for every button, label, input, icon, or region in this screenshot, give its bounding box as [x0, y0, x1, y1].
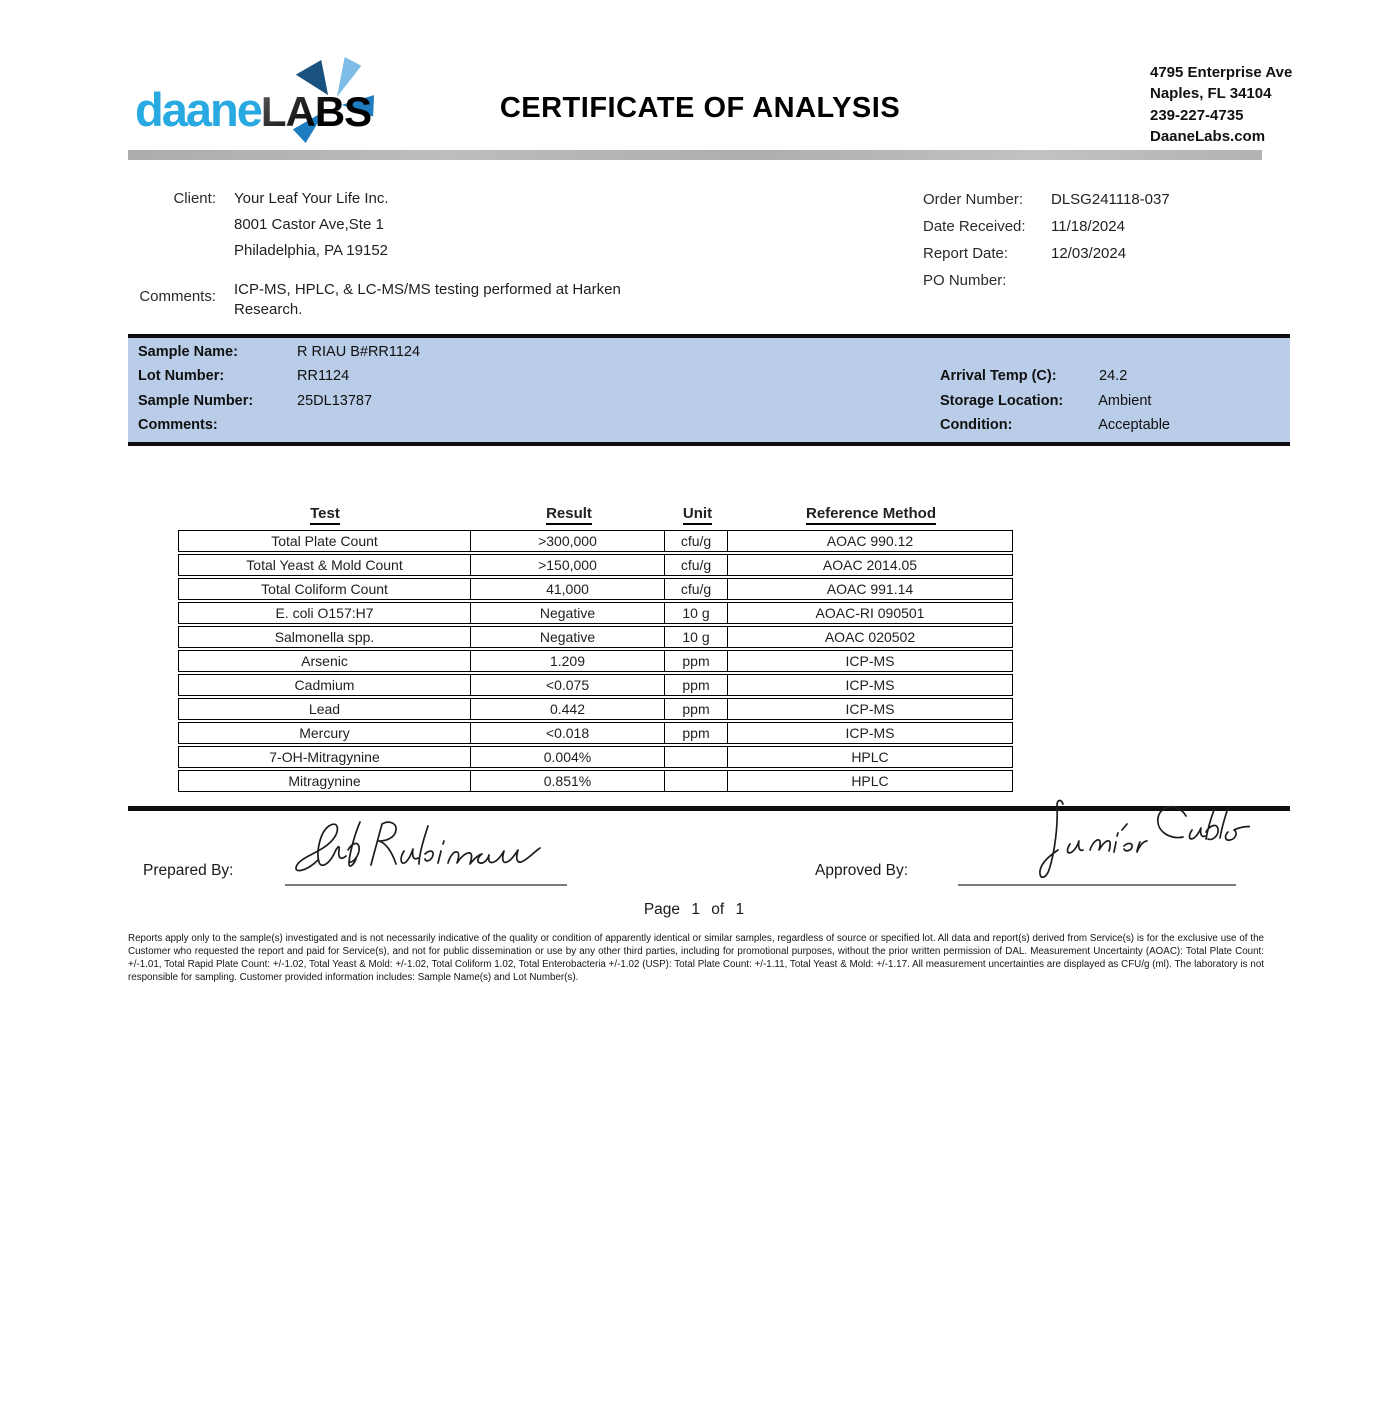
table-cell: ICP-MS [727, 651, 1012, 671]
table-cell: >150,000 [470, 555, 664, 575]
table-cell: E. coli O157:H7 [275, 605, 374, 621]
report-date-label: Report Date: [923, 245, 1009, 262]
client-info-block [128, 186, 664, 320]
order-number-label: Order Number: [923, 191, 1024, 208]
col-header-test: Test [310, 505, 340, 525]
table-cell: Arsenic [301, 653, 348, 669]
table-row [178, 650, 1013, 672]
prepared-by-label: Prepared By: [143, 862, 234, 879]
table-cell: Negative [470, 603, 664, 623]
order-info-block [923, 186, 1271, 294]
report-date-value: 12/03/2024 [1051, 245, 1127, 262]
table-cell: Mercury [299, 725, 350, 741]
approved-by-signature-line [958, 884, 1236, 886]
sample-name-value: R RIAU B#RR1124 [297, 344, 421, 360]
table-row [178, 626, 1013, 648]
results-table [178, 505, 1013, 794]
table-cell: Mitragynine [288, 773, 361, 789]
table-cell: AOAC 2014.05 [727, 555, 1012, 575]
table-cell: 0.442 [470, 699, 664, 719]
po-number-label: PO Number: [923, 272, 1007, 289]
lab-address-block [1150, 62, 1292, 147]
table-cell: Salmonella spp. [274, 629, 375, 645]
order-number-value: DLSG241118-037 [1051, 191, 1170, 208]
table-cell: ppm [664, 651, 727, 671]
table-cell: 0.851% [470, 771, 664, 791]
table-cell: ppm [664, 723, 727, 743]
table-cell: Lead [308, 701, 341, 717]
approved-by-signature-image [1000, 792, 1250, 892]
table-cell: Cadmium [294, 677, 355, 693]
table-cell: Total Plate Count [271, 533, 378, 549]
storage-location-value: Ambient [1098, 393, 1152, 409]
sample-info-box [128, 334, 1290, 446]
page-title: CERTIFICATE OF ANALYSIS [499, 92, 901, 124]
table-row [178, 722, 1013, 744]
table-cell: Negative [470, 627, 664, 647]
client-name: Your Leaf Your Life Inc. [234, 190, 389, 207]
arrival-temp-value: 24.2 [1099, 368, 1128, 384]
table-cell: <0.018 [470, 723, 664, 743]
table-cell: AOAC 991.14 [727, 579, 1012, 599]
table-cell: AOAC 020502 [727, 627, 1012, 647]
client-address-line1: 8001 Castor Ave,Ste 1 [234, 216, 384, 233]
po-number-value [1051, 267, 1271, 294]
comments-label: Comments: [139, 288, 216, 305]
table-cell [664, 771, 727, 791]
table-cell: HPLC [727, 747, 1012, 767]
table-row [178, 602, 1013, 624]
table-cell: ppm [664, 675, 727, 695]
table-cell: Total Yeast & Mold Count [246, 557, 403, 573]
page-number: Page 1 of 1 [643, 901, 745, 918]
approved-by-label: Approved By: [815, 862, 909, 879]
table-cell: 7-OH-Mitragynine [269, 749, 380, 765]
header-divider-bar [128, 150, 1262, 160]
prepared-by-signature-line [285, 884, 567, 886]
lot-number-value: RR1124 [297, 368, 350, 384]
table-cell: 10 g [664, 603, 727, 623]
condition-label: Condition: [940, 417, 1013, 433]
table-row [178, 578, 1013, 600]
arrival-temp-label: Arrival Temp (C): [940, 368, 1057, 384]
table-cell: 41,000 [470, 579, 664, 599]
col-header-result: Result [546, 505, 592, 525]
col-header-reference-method: Reference Method [806, 505, 936, 525]
table-cell: AOAC 990.12 [727, 531, 1012, 551]
table-cell: ICP-MS [727, 675, 1012, 695]
table-cell: Total Coliform Count [261, 581, 388, 597]
table-row [178, 698, 1013, 720]
table-row [178, 530, 1013, 552]
storage-location-label: Storage Location: [940, 393, 1064, 409]
date-received-label: Date Received: [923, 218, 1026, 235]
table-cell: >300,000 [470, 531, 664, 551]
prepared-by-signature-image [288, 810, 568, 888]
results-table-header [178, 505, 1013, 522]
client-address-line2: Philadelphia, PA 19152 [234, 242, 389, 259]
table-row [178, 746, 1013, 768]
disclaimer-text: Reports apply only to the sample(s) investigated and is not necessarily indicative of the quality or condition of apparently identical or similar samples, regardless of source or specified lot. All data and report(s) derived from Service(s) is for the exclusive use of the Customer who requested the report and paid for Service(s), and not for public dissemination or use by any other third parties, including for promotional purposes, without the prior written permission of DAL. Measurement Uncertainty (AOAC): Total Plate Count: +/-1.01, Total Rapid Plate Count: +/-1.02, Total Yeast & Mold: +/-1.02, Total Coliform 1.02, Total Enterobacteria +/-1.02 (USP): Total Plate Count: +/-1.11, Total Yeast & Mold: +/-1.17. All measurement uncertainties are displayed as CFU/g (ml). The laboratory is not responsible for sampling. Customer provided information includes: Sample Name(s) and Lot Number(s). [128, 933, 1264, 983]
sample-number-value: 25DL13787 [297, 393, 373, 409]
table-cell: ppm [664, 699, 727, 719]
lot-number-label: Lot Number: [138, 368, 225, 384]
table-cell: 1.209 [470, 651, 664, 671]
table-row [178, 554, 1013, 576]
lab-address-line: Naples, FL 34104 [1150, 85, 1272, 103]
table-cell: AOAC-RI 090501 [727, 603, 1012, 623]
logo-text-labs: LABS [260, 88, 372, 135]
lab-address-line: 4795 Enterprise Ave [1150, 64, 1293, 81]
lab-phone: 239-227-4735 [1150, 106, 1244, 124]
table-cell: 10 g [664, 627, 727, 647]
sample-name-label: Sample Name: [138, 344, 238, 360]
table-cell: cfu/g [664, 531, 727, 551]
client-label: Client: [173, 190, 216, 207]
table-cell: ICP-MS [727, 699, 1012, 719]
table-cell: cfu/g [664, 555, 727, 575]
condition-value: Acceptable [1098, 417, 1170, 433]
sample-number-label: Sample Number: [138, 393, 254, 409]
results-table-body [178, 530, 1013, 792]
table-cell: 0.004% [470, 747, 664, 767]
table-row [178, 674, 1013, 696]
table-cell: HPLC [727, 771, 1012, 791]
table-cell: ICP-MS [727, 723, 1012, 743]
date-received-value: 11/18/2024 [1051, 218, 1125, 235]
table-cell [664, 747, 727, 767]
table-cell: <0.075 [470, 675, 664, 695]
sample-comments-label: Comments: [138, 417, 218, 433]
comments-text: ICP-MS, HPLC, & LC-MS/MS testing performed at Harken Research. [234, 281, 621, 318]
lab-website: DaaneLabs.com [1150, 127, 1266, 145]
daane-labs-logo [135, 58, 395, 148]
table-cell: cfu/g [664, 579, 727, 599]
logo-text-daane: daane [135, 83, 261, 136]
col-header-unit: Unit [683, 505, 712, 525]
table-row [178, 770, 1013, 792]
